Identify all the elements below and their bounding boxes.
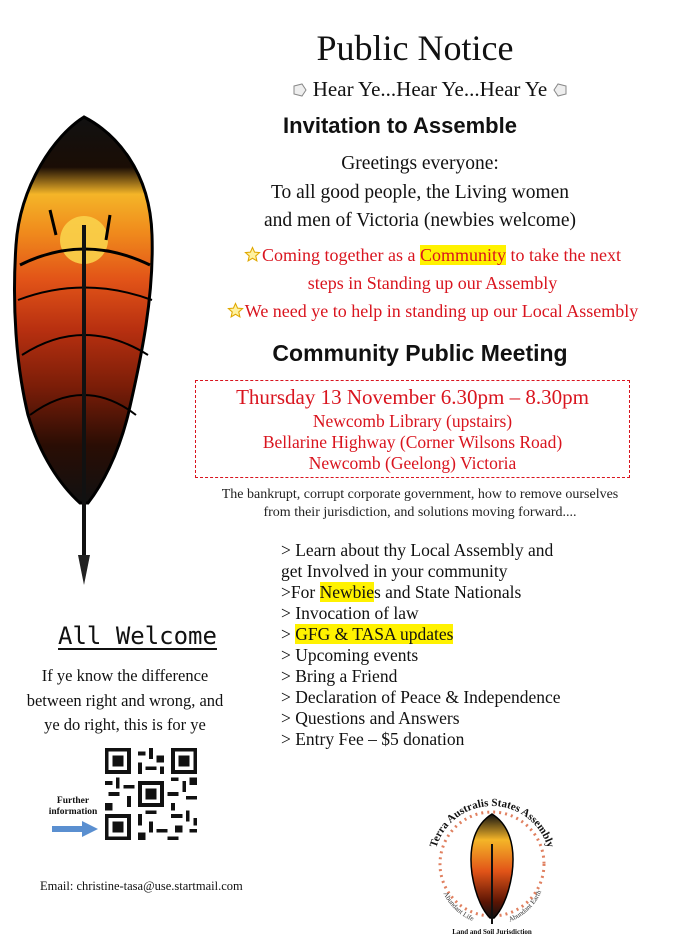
greeting-line: Greetings everyone: — [341, 153, 499, 174]
meeting-street: Bellarine Highway (Corner Wilsons Road) — [262, 432, 563, 452]
notes-block — [200, 241, 665, 325]
hear-ye-text: Hear Ye...Hear Ye...Hear Ye — [312, 77, 548, 101]
logo-ring-text: Terra Australis States Assembly — [427, 796, 557, 850]
bell-icon — [292, 77, 308, 91]
welcome-text: If ye know the difference between right and wrong, and ye do right, this is for ye — [26, 666, 224, 734]
meeting-heading: Community Public Meeting — [272, 340, 568, 366]
list-item: >For Newbies and State Nationals — [281, 582, 522, 602]
invitation-heading: Invitation to Assemble — [283, 113, 517, 138]
hear-ye-line — [250, 76, 610, 102]
note-coming-together: Coming together as a Community to take the next — [200, 241, 665, 269]
list-item: > Invocation of law — [281, 603, 419, 623]
further-info-label: Further information — [48, 796, 98, 817]
list-item: > Bring a Friend — [281, 666, 398, 686]
svg-text:Abundant Life — [442, 890, 475, 922]
meeting-locality: Newcomb (Geelong) Victoria — [308, 453, 517, 473]
assembly-logo — [412, 784, 572, 946]
greeting-line: To all good people, the Living women — [270, 181, 570, 203]
agenda-list — [281, 540, 661, 750]
svg-text:Abundant Earth — [507, 889, 543, 924]
greeting-line: and men of Victoria (newbies welcome) — [264, 210, 576, 231]
meeting-venue: Newcomb Library (upstairs) — [312, 411, 513, 431]
all-welcome-heading: All Welcome — [58, 622, 217, 650]
bell-icon — [552, 77, 568, 91]
list-item: > Upcoming events — [281, 645, 419, 665]
list-item: > Declaration of Peace & Independence — [281, 687, 561, 707]
page-title: Public Notice — [316, 28, 514, 68]
logo-bottom-text: Land and Soil Jurisdiction — [452, 928, 532, 936]
note-help: We need ye to help in standing up our Local Assembly — [200, 297, 665, 325]
logo-left-text: Abundant Life — [441, 890, 476, 923]
list-item: > Learn about thy Local Assembly and — [281, 540, 554, 560]
list-item: > Questions and Answers — [281, 708, 460, 728]
right-arrow-icon — [52, 821, 98, 841]
highlight-community: Community — [419, 245, 506, 265]
contact-email[interactable]: Email: christine-tasa@use.startmail.com — [40, 879, 243, 893]
meeting-datetime: Thursday 13 November 6.30pm – 8.30pm — [236, 385, 589, 409]
list-item: > Entry Fee – $5 donation — [281, 729, 465, 749]
star-icon — [227, 299, 244, 316]
meeting-details-box — [195, 380, 630, 478]
note-coming-line2: steps in Standing up our Assembly — [307, 273, 558, 293]
star-icon — [244, 243, 261, 260]
greeting-block — [190, 150, 650, 236]
list-item: > GFG & TASA updates — [281, 624, 454, 644]
qr-code[interactable] — [105, 748, 197, 844]
list-item: get Involved in your community — [281, 561, 508, 581]
logo-right-text: Abundant Earth — [507, 889, 544, 924]
feather-illustration — [10, 115, 160, 589]
blurb: The bankrupt, corrupt corporate government, how to remove ourselves from their jurisdiction, and solutions moving forward.... — [221, 487, 619, 520]
